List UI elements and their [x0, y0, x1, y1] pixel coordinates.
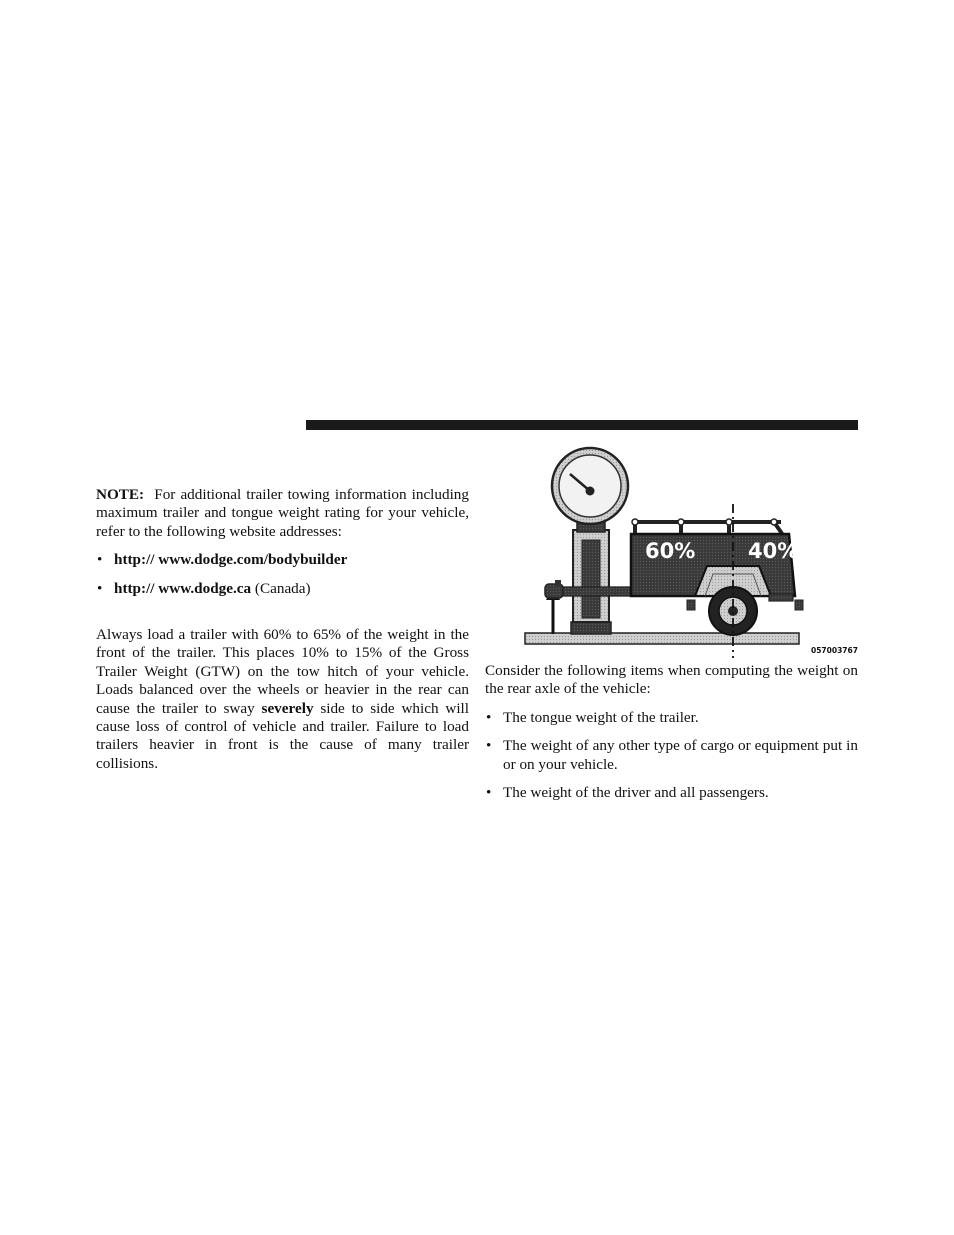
header-rule: [306, 420, 858, 430]
website-item: [96, 580, 469, 598]
scale-gauge-face: [559, 455, 621, 517]
consider-item: • The weight of the driver and all passengers.: [485, 784, 858, 802]
trailer-weight-figure: [519, 446, 859, 658]
note-label: NOTE:: [96, 486, 145, 503]
trailer-scale-illustration: [519, 446, 859, 658]
load-paragraph: [96, 626, 469, 773]
consider-intro: Consider the following items when computing the weight on the rear axle of the vehicle:: [485, 662, 858, 698]
left-column: [96, 486, 469, 773]
gauge-hub: [586, 487, 595, 496]
website-suffix: (Canada): [251, 579, 311, 597]
scale-column-inner: [582, 540, 600, 618]
hitch-coupler: [545, 584, 563, 598]
website-list: [96, 551, 469, 598]
note-text: For additional trailer towing information including maximum trailer and tongue weight rating for your vehicle, refer to the following website addresses:: [96, 486, 469, 540]
hitch-latch: [555, 580, 561, 586]
consider-item: • The tongue weight of the trailer.: [485, 709, 858, 727]
note-paragraph: [96, 486, 469, 541]
ground-strip: [525, 633, 799, 644]
website-link-bodybuilder[interactable]: http:// www.dodge.com/bodybuilder: [114, 551, 348, 569]
load-text-emphasis: severely: [261, 699, 314, 717]
website-item: [96, 551, 469, 569]
consider-list: [485, 709, 858, 803]
rear-percent-label: 40%: [748, 539, 799, 563]
scale-base: [571, 622, 611, 634]
consider-item: • The weight of any other type of cargo or equipment put in or on your vehicle.: [485, 737, 858, 774]
website-link-canada[interactable]: http:// www.dodge.ca: [114, 579, 252, 597]
front-percent-label: 60%: [645, 539, 696, 563]
load-text-after: side to side which will cause loss of control of vehicle and trailer. Failure to load trailers heavier in front is the cause of many trailer collisions.: [96, 699, 469, 772]
load-text-before: Always load a trailer with 60% to 65% of the weight in the front of the trailer. This places 10% to 15% of the Gross Trailer Weight (GTW) on the tow hitch of your vehicle. Loads balanced over the wheels or heavier in the rear can cause the trailer to sway: [96, 626, 469, 717]
figure-code: 057003767: [811, 646, 858, 655]
right-column: [485, 662, 858, 812]
trailer-tongue: [563, 587, 637, 596]
